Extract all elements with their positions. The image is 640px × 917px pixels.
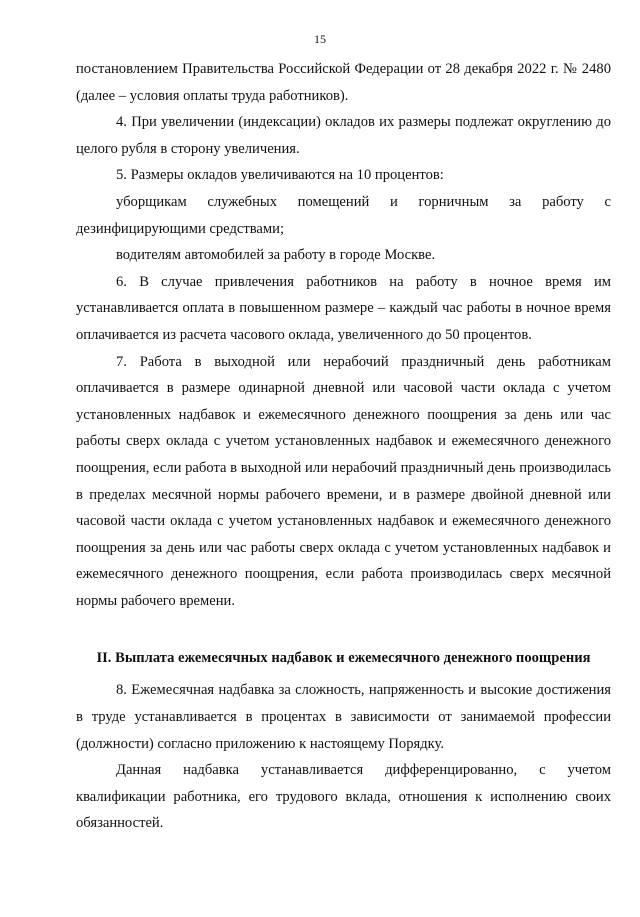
paragraph: 7. Работа в выходной или нерабочий праздничный день работникам оплачивается в размере одинарной дневной или часовой части оклада с учетом установленных надбавок и ежемесячного денежного поощрения за день или час работы сверх оклада с учетом установленных надбавок и ежемесячного денежного поощрения, если работа в выходной или нерабочий праздничный день производилась в пределах месячной нормы рабочего времени, и в размере двойной дневной или часовой части оклада с учетом установленных надбавок и ежемесячного денежного поощрения за день или час работы сверх оклада с учетом установленных надбавок и ежемесячного денежного поощрения, если работа производилась сверх месячной нормы рабочего времени. xyxy=(76,353,611,609)
page-number: 15 xyxy=(314,32,326,46)
paragraph: 5. Размеры окладов увеличиваются на 10 процентов: xyxy=(116,167,444,184)
paragraph: водителям автомобилей за работу в городе Москве. xyxy=(116,247,436,264)
document-body xyxy=(76,56,611,837)
section-heading: II. Выплата ежемесячных надбавок и ежемесячного денежного поощрения xyxy=(96,650,591,667)
paragraph: Данная надбавка устанавливается дифференцированно, с учетом квалификации работника, его трудового вклада, отношения к исполнению своих обязанностей. xyxy=(76,762,611,832)
paragraph: 8. Ежемесячная надбавка за сложность, напряженность и высокие достижения в труде устанавливается в процентах в зависимости от занимаемой профессии (должности) согласно приложению к настоящему Порядку. xyxy=(76,682,611,752)
paragraph: 6. В случае привлечения работников на работу в ночное время им устанавливается оплата в повышенном размере – каждый час работы в ночное время оплачивается из расчета часового оклада, увеличенного до 50 процентов. xyxy=(76,273,611,343)
paragraph: уборщикам служебных помещений и горничным за работу с дезинфицирующими средствами; xyxy=(76,193,611,237)
paragraph: постановлением Правительства Российской Федерации от 28 декабря 2022 г. № 2480 (далее – условия оплаты труда работников). xyxy=(76,61,611,104)
paragraph: 4. При увеличении (индексации) окладов их размеры подлежат округлению до целого рубля в сторону увеличения. xyxy=(76,114,611,157)
